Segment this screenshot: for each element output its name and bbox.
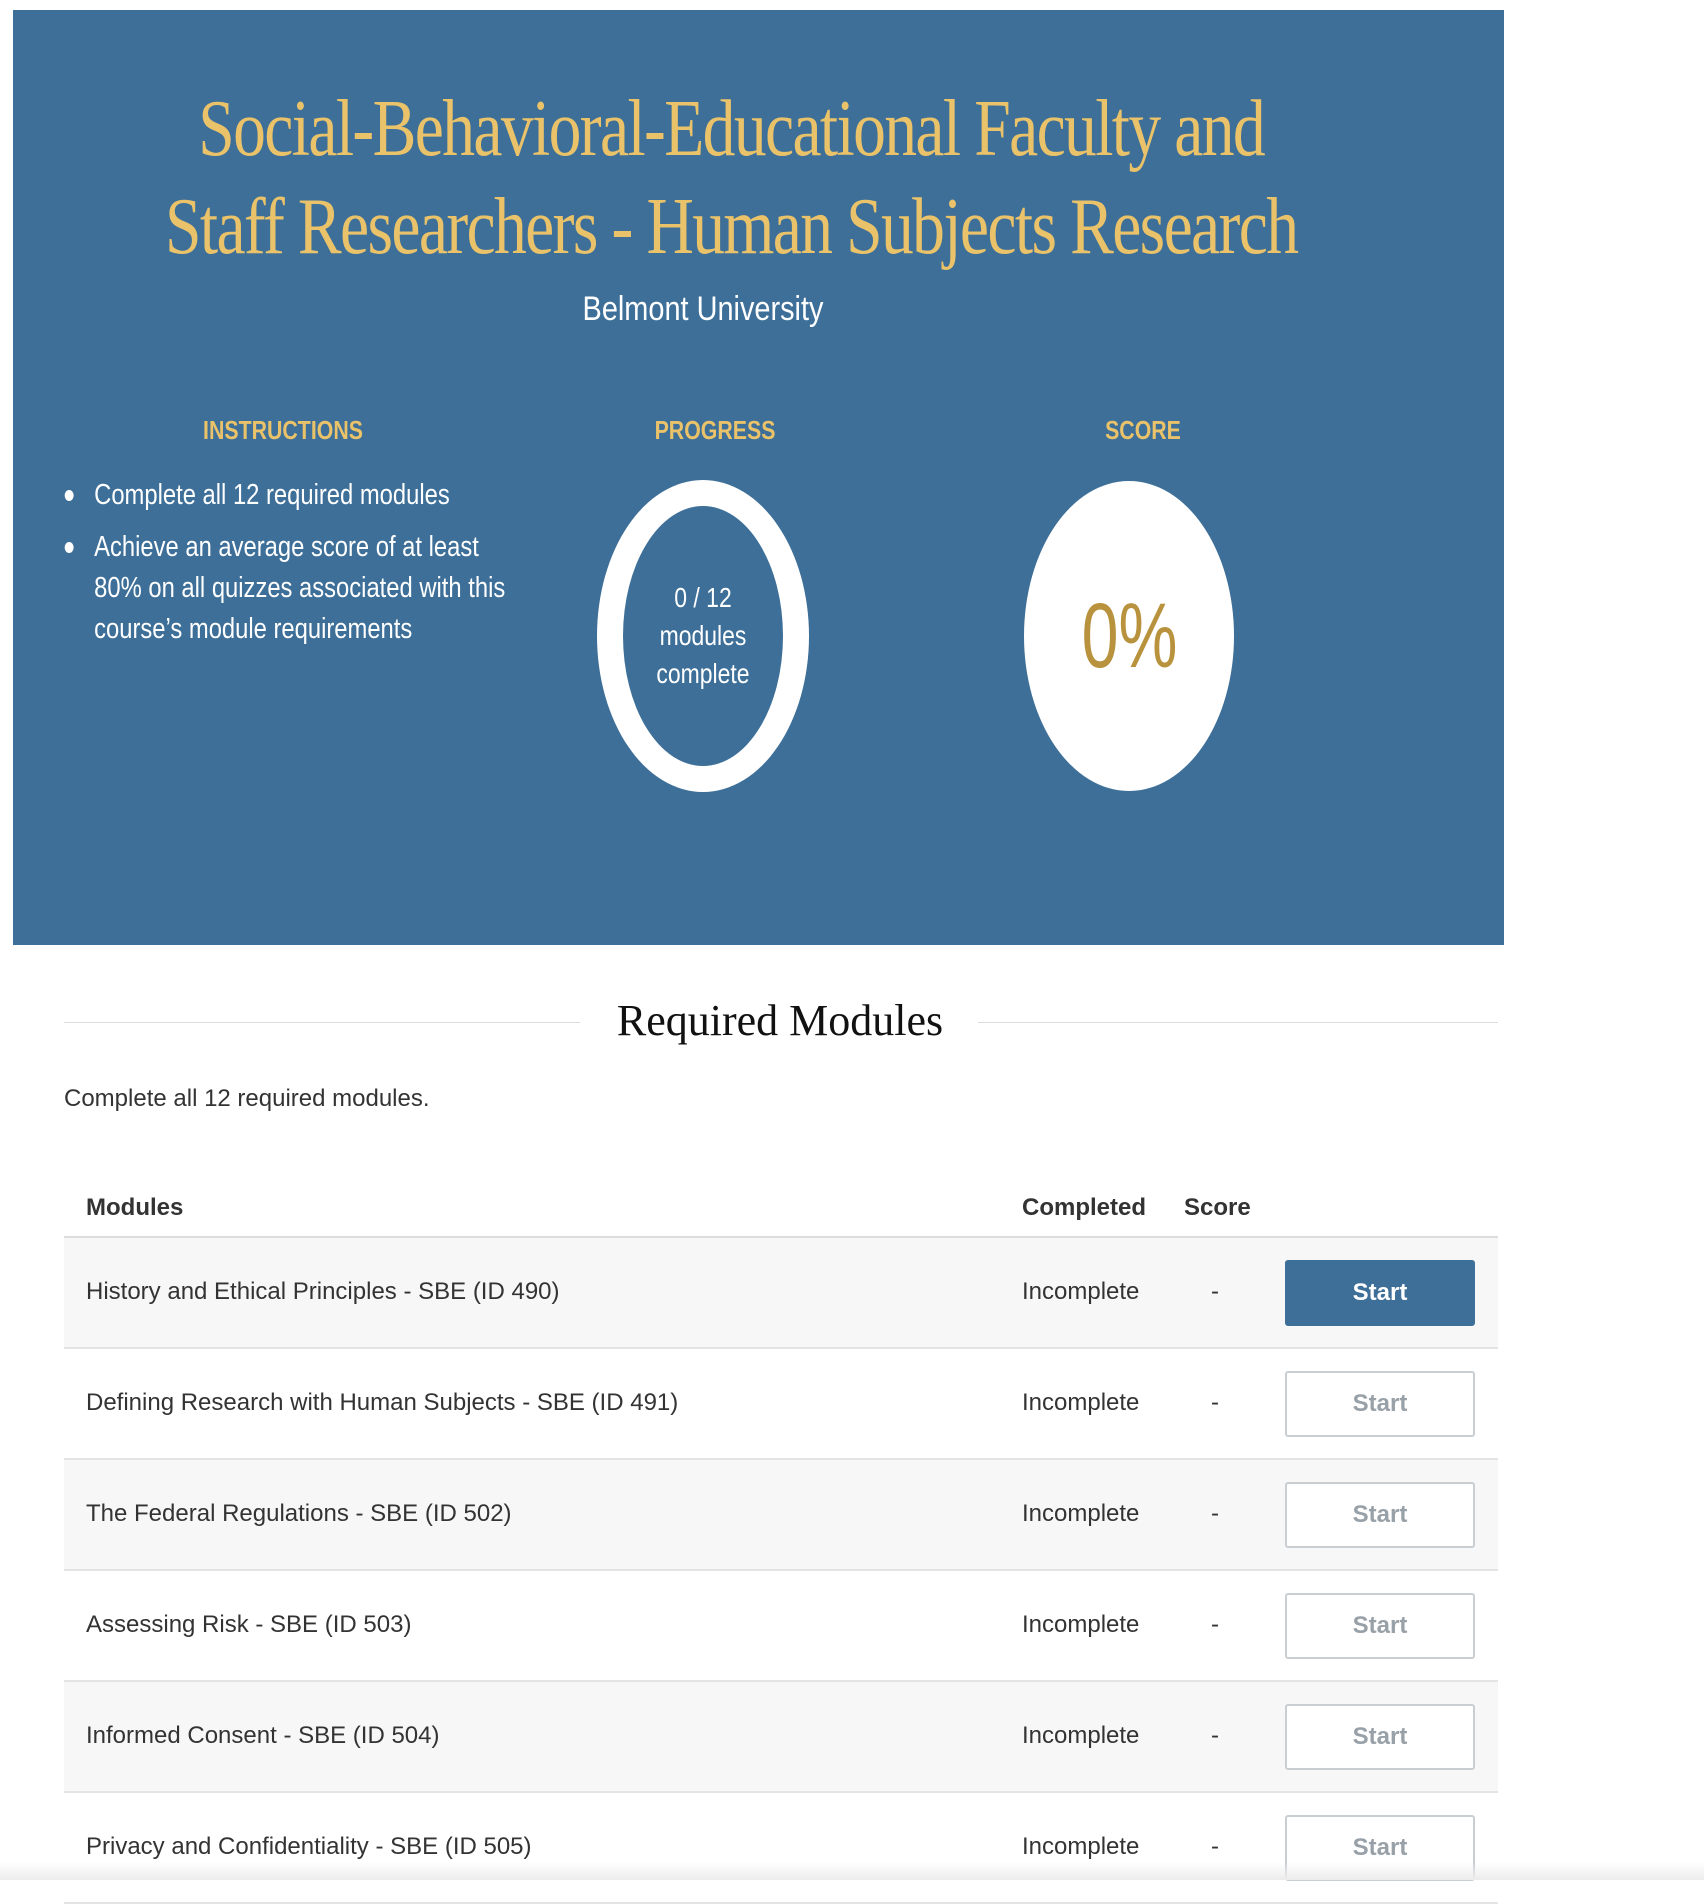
bullet-icon — [65, 490, 74, 501]
module-name: Defining Research with Human Subjects - SBE (ID 491) — [86, 1389, 679, 1416]
instruction-text: Complete all 12 required modules — [94, 479, 450, 511]
score-heading: SCORE — [1105, 415, 1181, 445]
institution-name: Belmont University — [582, 290, 824, 328]
module-completion-status: Incomplete — [1022, 1833, 1140, 1860]
progress-text — [637, 579, 768, 693]
module-completion-status: Incomplete — [1022, 1500, 1140, 1527]
instructions-list — [63, 475, 506, 661]
progress-ring-center — [623, 506, 783, 766]
module-score: - — [1211, 1278, 1219, 1305]
section-title: Required Modules — [616, 996, 944, 1045]
module-completion-status: Incomplete — [1022, 1611, 1140, 1638]
module-completion-status: Incomplete — [1022, 1389, 1140, 1416]
start-module-button[interactable]: Start — [1285, 1371, 1475, 1437]
module-name: Informed Consent - SBE (ID 504) — [86, 1722, 440, 1749]
start-module-button[interactable]: Start — [1285, 1593, 1475, 1659]
module-name: The Federal Regulations - SBE (ID 502) — [86, 1500, 512, 1527]
start-module-button[interactable]: Start — [1285, 1260, 1475, 1326]
progress-heading: PROGRESS — [654, 415, 776, 445]
progress-label-modules: modules — [659, 620, 747, 651]
module-name: Privacy and Confidentiality - SBE (ID 505) — [86, 1833, 532, 1860]
table-row — [64, 1349, 1498, 1460]
column-header-score: Score — [1184, 1194, 1251, 1221]
table-header — [64, 1180, 1498, 1238]
module-completion-status: Incomplete — [1022, 1722, 1140, 1749]
table-row — [64, 1238, 1498, 1349]
module-completion-status: Incomplete — [1022, 1278, 1140, 1305]
column-header-modules: Modules — [86, 1194, 184, 1221]
table-row — [64, 1460, 1498, 1571]
section-instructions: Complete all 12 required modules. — [64, 1085, 430, 1112]
table-body — [64, 1238, 1498, 1904]
module-score: - — [1211, 1722, 1219, 1749]
module-name: History and Ethical Principles - SBE (ID 490) — [86, 1278, 560, 1305]
start-module-button[interactable]: Start — [1285, 1482, 1475, 1548]
start-module-button[interactable]: Start — [1285, 1704, 1475, 1770]
bullet-icon — [65, 542, 74, 553]
column-header-completed: Completed — [1022, 1194, 1147, 1221]
progress-label-complete: complete — [656, 658, 750, 689]
score-value: 0% — [1081, 584, 1177, 687]
course-title: Social-Behavioral-Educational Faculty and Staff Researchers - Human Subjects Research — [165, 85, 1298, 271]
module-score: - — [1211, 1833, 1219, 1860]
course-banner — [13, 10, 1504, 945]
instruction-item — [63, 475, 521, 516]
table-row — [64, 1571, 1498, 1682]
instruction-item — [63, 527, 521, 650]
bottom-fade — [0, 1862, 1704, 1880]
module-score: - — [1211, 1500, 1219, 1527]
section-divider-right — [978, 1022, 1498, 1023]
instructions-heading: INSTRUCTIONS — [203, 415, 363, 445]
table-row — [64, 1793, 1498, 1904]
progress-ring — [597, 480, 809, 792]
module-name: Assessing Risk - SBE (ID 503) — [86, 1611, 412, 1638]
module-score: - — [1211, 1611, 1219, 1638]
start-module-button[interactable]: Start — [1285, 1815, 1475, 1881]
score-circle — [1024, 481, 1234, 791]
section-divider-left — [64, 1022, 580, 1023]
module-score: - — [1211, 1389, 1219, 1416]
modules-table — [64, 1180, 1498, 1904]
instruction-text: Achieve an average score of at least 80% on all quizzes associated with this course’s module requirements — [94, 531, 506, 645]
progress-count: 0 / 12 — [674, 582, 732, 613]
table-row — [64, 1682, 1498, 1793]
